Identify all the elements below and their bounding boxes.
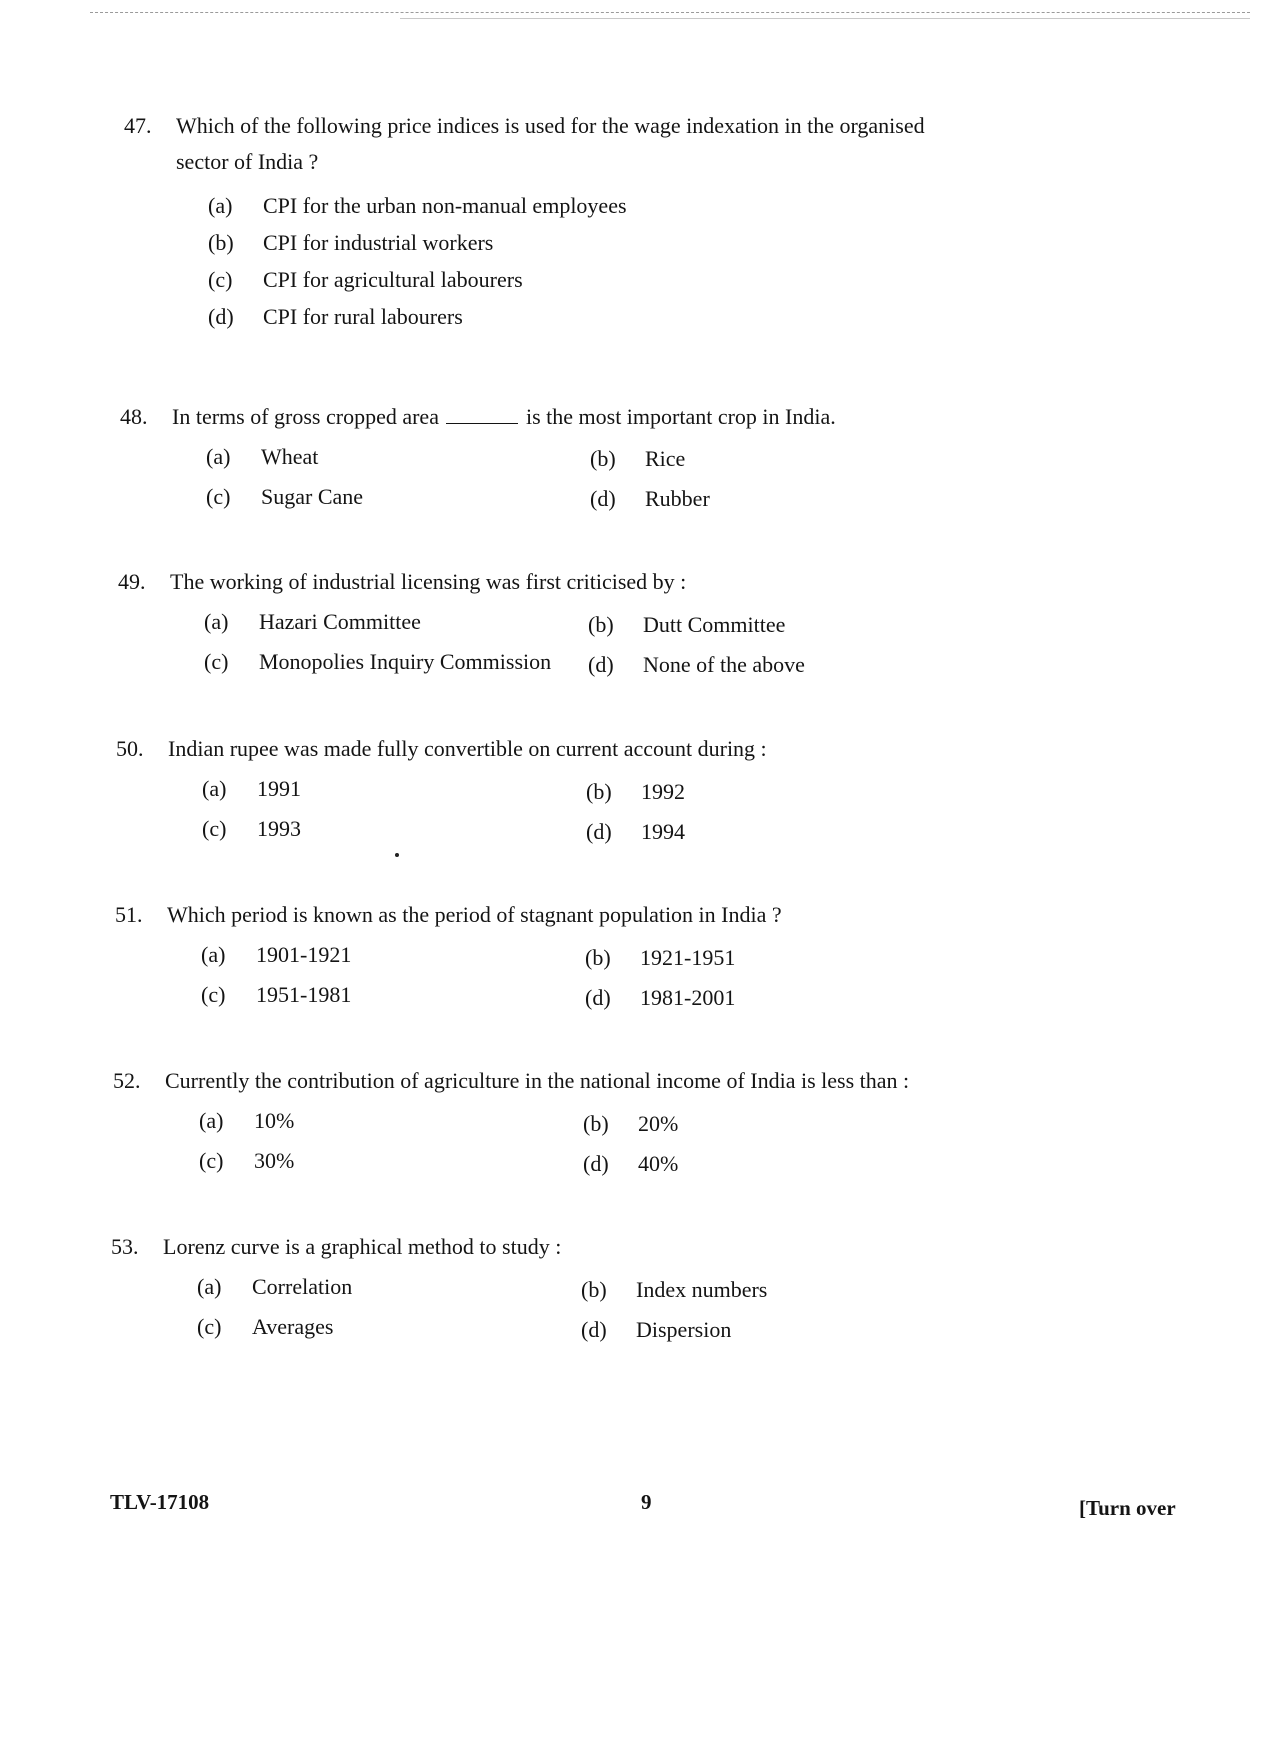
question-number: 48. [120, 404, 148, 429]
option-letter: (a) [204, 609, 229, 634]
option-text: Dispersion [636, 1317, 732, 1342]
option-text: Averages [252, 1314, 334, 1339]
question-50 [116, 731, 1016, 851]
option-text: None of the above [643, 652, 805, 677]
option-text: 1994 [641, 819, 685, 844]
question-text: Currently the contribution of agriculture in the national income of India is less than : [165, 1068, 910, 1093]
option-letter: (d) [590, 486, 616, 511]
option-letter: (b) [583, 1111, 609, 1136]
option-text: 40% [638, 1151, 679, 1176]
option-letter: (d) [208, 304, 234, 329]
option-letter: (c) [208, 267, 233, 292]
option-letter: (c) [204, 649, 229, 674]
turn-over-note: [Turn over [1079, 1496, 1176, 1520]
question-48 [120, 399, 1020, 519]
option-letter: (a) [197, 1274, 222, 1299]
question-number: 53. [111, 1234, 139, 1259]
option-text: 30% [254, 1148, 295, 1173]
question-number: 49. [118, 569, 146, 594]
question-52 [113, 1063, 1013, 1183]
fill-in-blank [446, 405, 518, 424]
option-letter: (b) [586, 779, 612, 804]
option-text: Index numbers [636, 1277, 768, 1302]
option-text: CPI for rural labourers [263, 304, 463, 329]
question-text-part: is the most important crop in India. [525, 404, 836, 429]
question-text: Which period is known as the period of stagnant population in India ? [167, 902, 782, 927]
option-letter: (b) [590, 446, 616, 471]
option-text: Hazari Committee [259, 609, 421, 634]
option-letter: (d) [581, 1317, 607, 1342]
question-49 [118, 564, 1018, 684]
question-text-part: In terms of gross cropped area [172, 404, 439, 429]
question-text: Lorenz curve is a graphical method to study : [163, 1234, 562, 1259]
option-text: Sugar Cane [261, 484, 364, 509]
option-text: 20% [638, 1111, 679, 1136]
option-letter: (c) [199, 1148, 224, 1173]
option-letter: (a) [206, 444, 231, 469]
question-number: 51. [115, 902, 143, 927]
option-text: CPI for industrial workers [263, 230, 494, 255]
option-letter: (c) [201, 982, 226, 1007]
option-text: Rice [645, 446, 686, 471]
option-letter: (d) [585, 985, 611, 1010]
option-letter: (d) [583, 1151, 609, 1176]
option-text: 10% [254, 1108, 295, 1133]
option-letter: (d) [588, 652, 614, 677]
question-number: 50. [116, 736, 144, 761]
question-51 [115, 897, 1015, 1017]
question-number: 52. [113, 1068, 141, 1093]
option-letter: (a) [201, 942, 226, 967]
question-text: Indian rupee was made fully convertible on current account during : [168, 736, 767, 761]
option-letter: (b) [588, 612, 614, 637]
question-47 [124, 108, 1024, 348]
option-letter: (a) [208, 193, 233, 218]
option-text: Wheat [261, 444, 319, 469]
option-letter: (c) [206, 484, 231, 509]
option-text: 1951-1981 [256, 982, 352, 1007]
option-text: CPI for agricultural labourers [263, 267, 523, 292]
question-number: 47. [124, 113, 152, 138]
option-letter: (a) [202, 776, 227, 801]
option-text: 1991 [257, 776, 301, 801]
question-text: sector of India ? [176, 149, 319, 174]
option-text: Monopolies Inquiry Commission [259, 649, 552, 674]
option-text: 1901-1921 [256, 942, 352, 967]
question-text: Which of the following price indices is used for the wage indexation in the organised [176, 113, 925, 138]
paper-code: TLV-17108 [110, 1490, 210, 1514]
option-letter: (a) [199, 1108, 224, 1133]
option-text: Correlation [252, 1274, 353, 1299]
option-letter: (b) [581, 1277, 607, 1302]
option-letter: (b) [585, 945, 611, 970]
question-text: The working of industrial licensing was first criticised by : [170, 569, 687, 594]
option-text: 1992 [641, 779, 685, 804]
question-text [172, 399, 836, 435]
option-letter: (c) [197, 1314, 222, 1339]
scan-speck [395, 853, 399, 857]
scan-artifact-line [400, 18, 1250, 19]
option-letter: (d) [586, 819, 612, 844]
option-text: Rubber [645, 486, 710, 511]
option-text: 1921-1951 [640, 945, 736, 970]
option-text: CPI for the urban non-manual employees [263, 193, 627, 218]
question-53 [111, 1229, 1011, 1349]
option-text: 1981-2001 [640, 985, 736, 1010]
page-number: 9 [641, 1490, 652, 1514]
scan-artifact-line [90, 12, 1250, 13]
option-text: 1993 [257, 816, 301, 841]
option-letter: (b) [208, 230, 234, 255]
option-text: Dutt Committee [643, 612, 786, 637]
option-letter: (c) [202, 816, 227, 841]
